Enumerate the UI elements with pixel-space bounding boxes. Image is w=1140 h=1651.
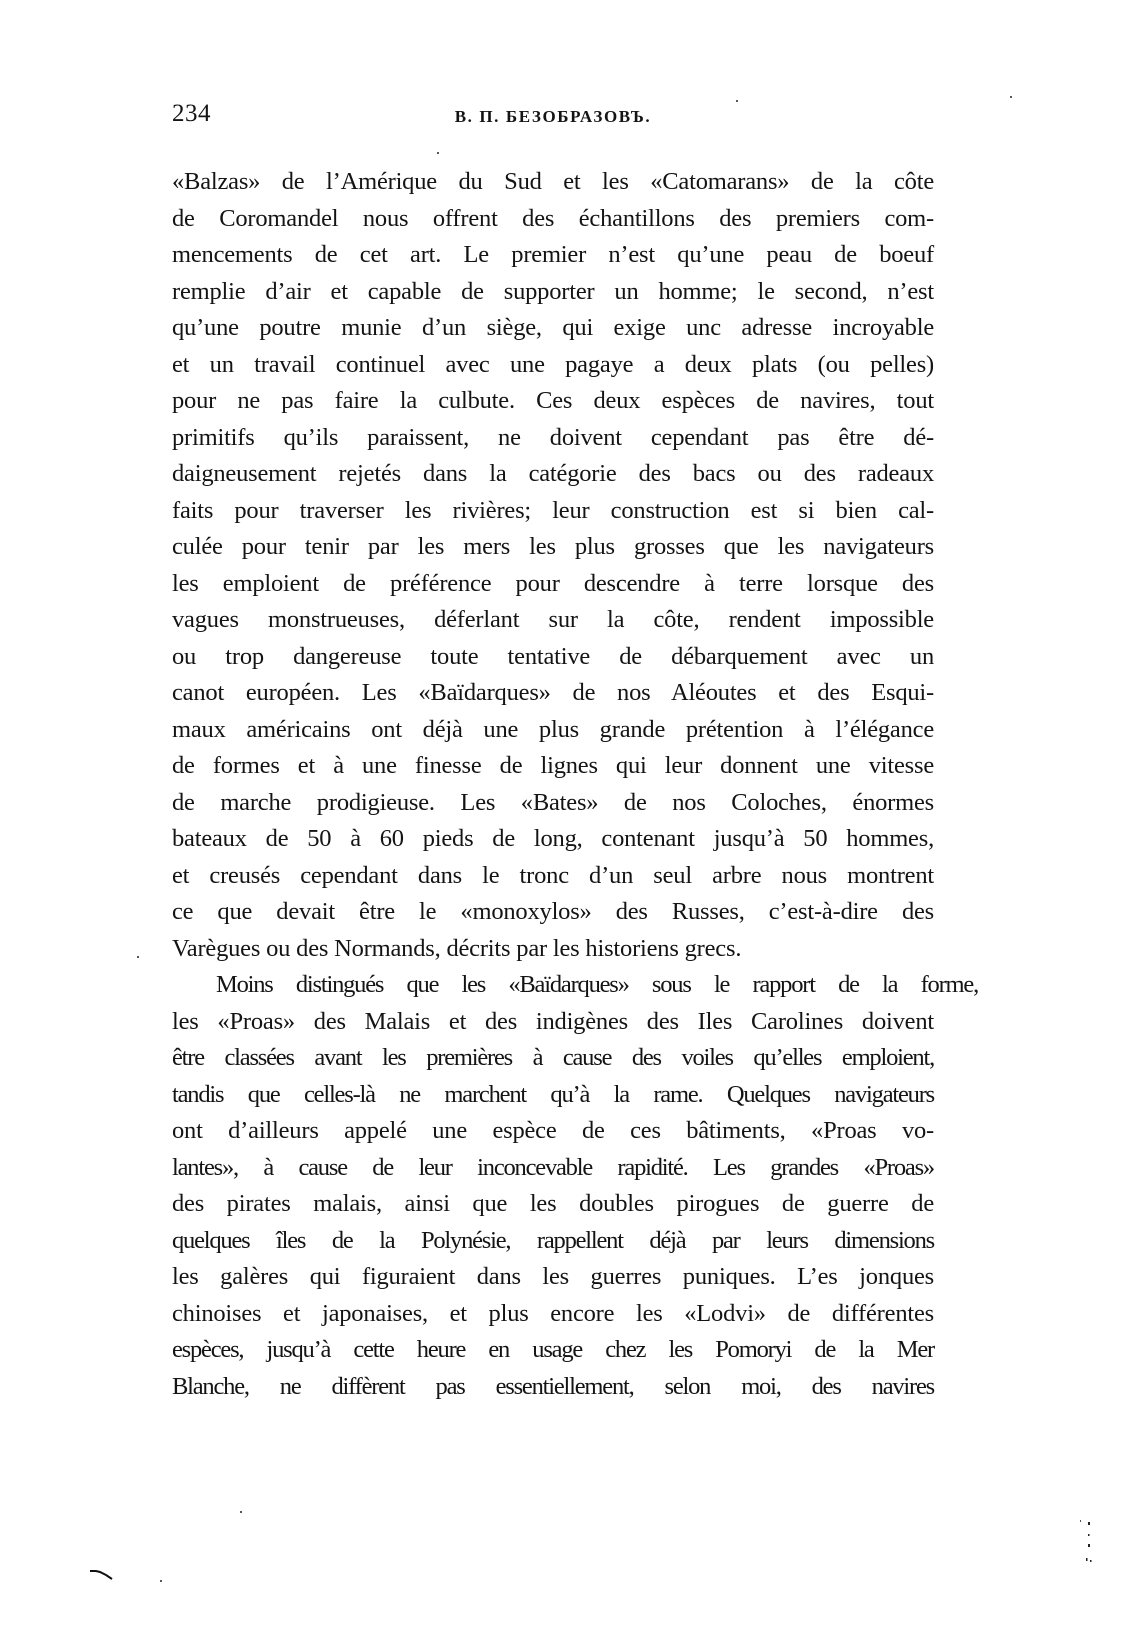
text-line: et creusés cependant dans le tronc d’un seul arbre nous montrent <box>172 861 934 889</box>
text-line: «Balzas» de l’Amérique du Sud et les «Catomarans» de la côte <box>172 168 934 195</box>
text-line: primitifs qu’ils paraissent, ne doivent cependant pas être dé- <box>172 423 934 451</box>
text-line: de formes et à une finesse de lignes qui leur donnent une vitesse <box>172 752 934 779</box>
text-line: bateaux de 50 à 60 pieds de long, contenant jusqu’à 50 hommes, <box>172 825 934 852</box>
text-line: faits pour traverser les rivières; leur construction est si bien cal- <box>172 496 934 524</box>
body-text <box>172 164 978 1405</box>
page-number: 234 <box>172 100 211 127</box>
text-line: daigneusement rejetés dans la catégorie des bacs ou des radeaux <box>172 460 934 487</box>
text-line: et un travail continuel avec une pagaye a deux plats (ou pelles) <box>172 350 934 378</box>
running-title: В. П. БЕЗОБРАЗОВЪ. <box>454 107 652 126</box>
scan-mark-squiggle <box>90 1570 120 1580</box>
text-line: quelques îles de la Polynésie, rappellent déjà par leurs dimensions <box>172 1226 934 1254</box>
scan-mark-margin-dots <box>1080 1520 1096 1580</box>
text-line: de Coromandel nous offrent des échantillons des premiers com- <box>172 204 934 232</box>
text-line: les «Proas» des Malais et des indigènes des Iles Carolines doivent <box>172 1007 934 1035</box>
text-line: ce que devait être le «monoxylos» des Russes, c’est-à-dire des <box>172 898 934 925</box>
text-line: qu’une poutre munie d’un siège, qui exige unc adresse incroyable <box>172 314 934 341</box>
text-line: mencements de cet art. Le premier n’est qu’une peau de boeuf <box>172 241 934 268</box>
scan-speck <box>137 956 139 958</box>
text-line: tandis que celles-là ne marchent qu’à la rame. Quelques navigateurs <box>172 1080 934 1108</box>
text-line: Blanche, ne diffèrent pas essentiellement, selon moi, des navires <box>172 1372 934 1400</box>
text-line: lantes», à cause de leur inconcevable rapidité. Les grandes «Proas» <box>172 1153 934 1181</box>
text-line: vagues monstrueuses, déferlant sur la côte, rendent impossible <box>172 606 934 633</box>
text-line: pour ne pas faire la culbute. Ces deux espèces de navires, tout <box>172 387 934 414</box>
text-line: de marche prodigieuse. Les «Bates» de nos Coloches, énormes <box>172 788 934 816</box>
text-line-paragraph-start: Moins distingués que les «Baïdarques» sous le rapport de la forme, <box>216 971 978 998</box>
text-line: les galères qui figuraient dans les guerres puniques. L’es jonques <box>172 1263 934 1290</box>
scan-speck <box>160 1580 162 1582</box>
scan-speck <box>437 152 439 154</box>
text-line: ont d’ailleurs appelé une espèce de ces bâtiments, «Proas vo- <box>172 1117 934 1144</box>
text-line-paragraph-end: Varègues ou des Normands, décrits par les historiens grecs. <box>172 934 742 962</box>
scan-speck <box>240 1511 242 1513</box>
running-head <box>172 100 934 134</box>
text-line: être classées avant les premières à cause des voiles qu’elles emploient, <box>172 1044 934 1071</box>
text-line: ou trop dangereuse toute tentative de débarquement avec un <box>172 642 934 670</box>
text-line: remplie d’air et capable de supporter un homme; le second, n’est <box>172 277 934 305</box>
text-line: espèces, jusqu’à cette heure en usage chez les Pomoryi de la Mer <box>172 1336 934 1363</box>
scan-speck <box>736 100 738 102</box>
text-line: les emploient de préférence pour descendre à terre lorsque des <box>172 569 934 597</box>
text-line: canot européen. Les «Baïdarques» de nos Aléoutes et des Esqui- <box>172 679 934 706</box>
text-line: des pirates malais, ainsi que les doubles pirogues de guerre de <box>172 1190 934 1217</box>
text-line: culée pour tenir par les mers les plus grosses que les navigateurs <box>172 533 934 560</box>
scan-speck <box>1010 96 1012 98</box>
text-line: chinoises et japonaises, et plus encore les «Lodvi» de différentes <box>172 1299 934 1327</box>
text-line: maux américains ont déjà une plus grande prétention à l’élégance <box>172 715 934 743</box>
